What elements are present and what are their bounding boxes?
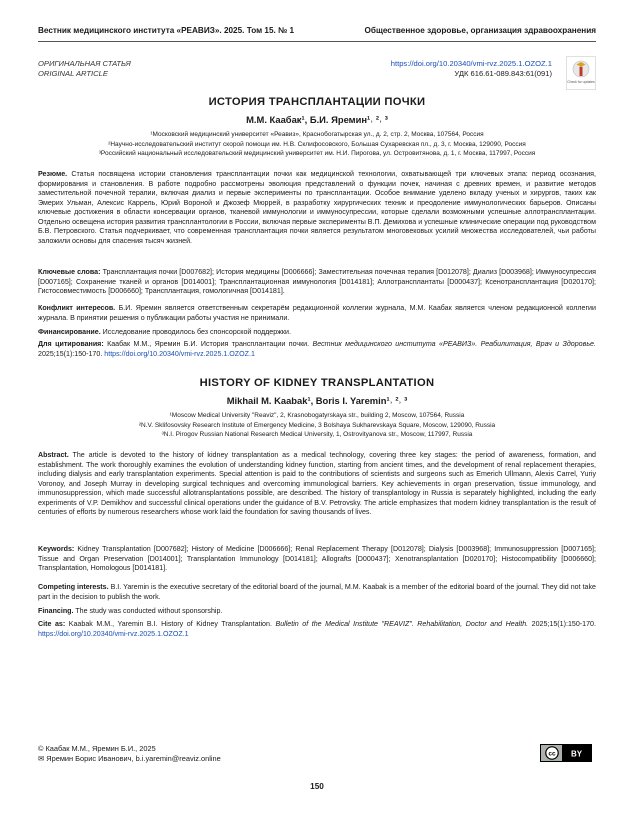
article-type: [38, 59, 131, 79]
citation-doi-ru[interactable]: https://doi.org/10.20340/vmi-rvz.2025.1.OZOZ.1: [104, 349, 255, 358]
citation-text-en: Kaabak M.M., Yaremin B.I. History of Kidney Transplantation.: [68, 620, 272, 628]
keywords-text-en: Kidney Transplantation [D007682]; History of Medicine [D006666]; Renal Replacement Therapy [D012078]; Dialysis [D003968]; Immunosuppression [D007165]; Tissue and Organ Preservation [D014001]; Transplantation Immunology [D014181]; Allografts [D000437]; Xenotransplantation [D020170]; Histocompatibility [D006660]; Transplantation, Homologous [D014181].: [38, 545, 596, 572]
funding-label-en: Financing.: [38, 607, 74, 615]
footer-info: [38, 744, 221, 764]
keywords-ru: [38, 268, 596, 297]
keywords-text-ru: Трансплантация почки [D007682]; История медицины [D006666]; Заместительная почечная терапия [D012078]; Диализ [D003968]; Иммуносупрессия [D007165]; Сохранение тканей и органов [D014001]; Трансплантационная иммунология [D014181]; Аллотрансплантаты [D000437]; Ксенотрансплантация [D020170]; Гистосовместимость [D006660]; Трансплантация, гомологичная [D014181].: [38, 268, 596, 295]
section-name: Общественное здоровье, организация здравоохранения: [364, 26, 596, 35]
abstract-text-ru: Статья посвящена истории становления трансплантации почки как медицинской технологии, охватывающей три ключевых этапа: период осознания, формирования и становления. В работе подробно рассмотрены эволюция представлений о функции почек, начиная с древних времен, и развитие методов заместительной почечной терапии, включая диализ и первые эксперименты по трансплантации. Особое внимание уделено вкладу ученых и хирургов, таких как Эмерих Ульман, Алексис Каррель, Юрий Вороной и Джозеф Мюррей, в разработку хирургических техник и преодоление иммунологических барьеров. Описаны ключевые достижения в области консервации органов, тканевой иммунологии и иммуносупрессии, которые сделали возможными успешные аллотрансплантации. Отдельно освещена история развития трансплантологии в России, включая первые эксперименты В.П. Демихова и успешные клинические операции под руководством Б.В. Петровского. Статья подчеркивает, что современная трансплантация почки является результатом многовековых усилий множества исследователей, чьи работы заложили основы для спасения тысяч жизней.: [38, 170, 596, 245]
authors-en: Mikhail M. Kaabak¹, Boris I. Yaremin¹˒ ²˒ ³: [226, 395, 408, 406]
check-for-updates-icon: [566, 56, 596, 90]
cc-license-badge[interactable]: [540, 744, 592, 767]
citation-journal-ru: Вестник медицинского института «РЕАВИЗ». Реабилитация, Врач и Здоровье.: [312, 340, 596, 348]
abstract-label-en: Abstract.: [38, 451, 69, 459]
udc-code: УДК 616.61-089.843:61(091): [454, 69, 552, 78]
funding-label-ru: Финансирование.: [38, 328, 101, 336]
citation-ru: [38, 340, 596, 359]
article-type-en: ORIGINAL ARTICLE: [38, 69, 108, 78]
conflict-text-en: B.I. Yaremin is the executive secretary of the editorial board of the journal, M.M. Kaabak is a member of the editorial board of the journal. They did not take part in the decision to publish the work.: [38, 583, 596, 601]
abstract-text-en: The article is devoted to the history of kidney transplantation as a medical technology, covering three key stages: the period of awareness, formation, and establishment. The work thoroughly examines the evolution of understanding kidney function, starting from ancient times, and the development of renal replacement therapies, including dialysis and early transplantation experiments. Special attention is paid to the contributions of scientists and surgeons such as Emerich Ullmann, Alexis Carrel, Yuriy Voronoy, and Joseph Murray in developing surgical techniques and overcoming immunological barriers. Key achievements in organ preservation, tissue immunology, and immunosuppression, which made successful allotransplantations possible, are described. The history of transplantology in Russia is separately highlighted, including the early experiments of V.P. Demikhov and successful clinical operations under the guidance of B.V. Petrovsky. The article emphasizes that modern kidney transplantation is the result of centuries of efforts by numerous researchers whose work laid the foundation for saving thousands of lives.: [38, 451, 596, 516]
affiliation-en-1: ¹Moscow Medical University "Reaviz", 2, Krasnobogatyrskaya str., building 2, Moscow, 107564, Russia: [169, 412, 465, 419]
page-number: 150: [310, 782, 324, 791]
affiliations-en: [38, 411, 596, 440]
citation-text-ru: Каабак М.М., Яремин Б.И. История трансплантации почки.: [107, 340, 310, 348]
cc-label: cc: [548, 750, 556, 758]
funding-ru: [38, 328, 596, 338]
contact: [38, 754, 221, 764]
citation-tail-en: 2025;15(1):150-170.: [531, 620, 596, 628]
header-divider: [38, 41, 596, 42]
contact-email[interactable]: b.i.yaremin@reaviz.online: [135, 754, 221, 763]
copyright: © Каабак М.М., Яремин Б.И., 2025: [38, 744, 156, 753]
citation-tail-ru: 2025;15(1):150-170.: [38, 349, 103, 358]
affiliations-ru: [38, 130, 596, 159]
abstract-en: [38, 451, 596, 518]
conflict-en: [38, 583, 596, 602]
funding-en: [38, 607, 596, 617]
affiliation-ru-3: ³Российский национальный исследовательский медицинский университет им. Н.И. Пирогова, ул. Островитянова, д. 1, г. Москва, 117997, Россия: [98, 150, 536, 158]
check-for-updates-label: Check for updates: [567, 80, 595, 84]
article-ids: [391, 59, 552, 79]
doi-link[interactable]: https://doi.org/10.20340/vmi-rvz.2025.1.OZOZ.1: [390, 59, 552, 68]
keywords-label-en: Keywords:: [38, 545, 75, 553]
citation-label-ru: Для цитирования:: [38, 340, 104, 348]
conflict-text-ru: Б.И. Яремин является ответственным секретарём редакционной коллегии журнала, М.М. Каабак является членом редакционной коллегии журнала. В принятии решения о публикации работы участия не принимали.: [38, 304, 596, 322]
citation-en: [38, 620, 596, 639]
by-label: BY: [570, 749, 583, 759]
running-header: [38, 26, 596, 40]
affiliation-en-3: ³N.I. Pirogov Russian National Research Medical University, 1, Ostrovityanova str., Moscow, 117997, Russia: [161, 431, 473, 439]
affiliation-ru-1: ¹Московский медицинский университет «Реавиз», Краснобогатырская ул., д. 2, стр. 2, Москва, 107564, Россия: [150, 131, 484, 138]
contact-name: Яремин Борис Иванович,: [46, 754, 134, 763]
mail-icon: ✉: [38, 754, 45, 763]
keywords-label-ru: Ключевые слова:: [38, 268, 101, 276]
affiliation-ru-2: ²Научно-исследовательский институт скорой помощи им. Н.В. Склифосовского, Большая Сухаревская пл., д. 3, г. Москва, 129090, Россия: [108, 140, 526, 148]
keywords-en: [38, 545, 596, 574]
article-type-ru: ОРИГИНАЛЬНАЯ СТАТЬЯ: [38, 59, 131, 68]
funding-text-ru: Исследование проводилось без спонсорской поддержки.: [102, 328, 291, 336]
authors-ru: М.М. Каабак¹, Б.И. Яремин¹˒ ²˒ ³: [246, 114, 388, 125]
funding-text-en: The study was conducted without sponsorship.: [75, 607, 223, 615]
conflict-label-en: Competing interests.: [38, 583, 109, 591]
cc-by-icon: [540, 744, 592, 762]
affiliation-en-2: ²N.V. Sklifosovsky Research Institute of Emergency Medicine, 3 Bolshaya Sukharevskaya Square, Moscow, 129090, Russia: [138, 421, 496, 429]
abstract-label-ru: Резюме.: [38, 170, 68, 178]
title-ru: ИСТОРИЯ ТРАНСПЛАНТАЦИИ ПОЧКИ: [208, 96, 426, 108]
citation-doi-en[interactable]: https://doi.org/10.20340/vmi-rvz.2025.1.OZOZ.1: [38, 629, 189, 638]
journal-name: Вестник медицинского института «РЕАВИЗ». 2025. Том 15. № 1: [38, 26, 295, 35]
conflict-ru: [38, 304, 596, 323]
conflict-label-ru: Конфликт интересов.: [38, 304, 116, 312]
abstract-ru: [38, 170, 596, 246]
citation-journal-en: Bulletin of the Medical Institute "REAVIZ". Rehabilitation, Doctor and Health.: [275, 620, 529, 628]
title-en: HISTORY OF KIDNEY TRANSPLANTATION: [199, 377, 435, 389]
citation-label-en: Cite as:: [38, 620, 66, 628]
check-for-updates-badge[interactable]: [566, 56, 596, 90]
